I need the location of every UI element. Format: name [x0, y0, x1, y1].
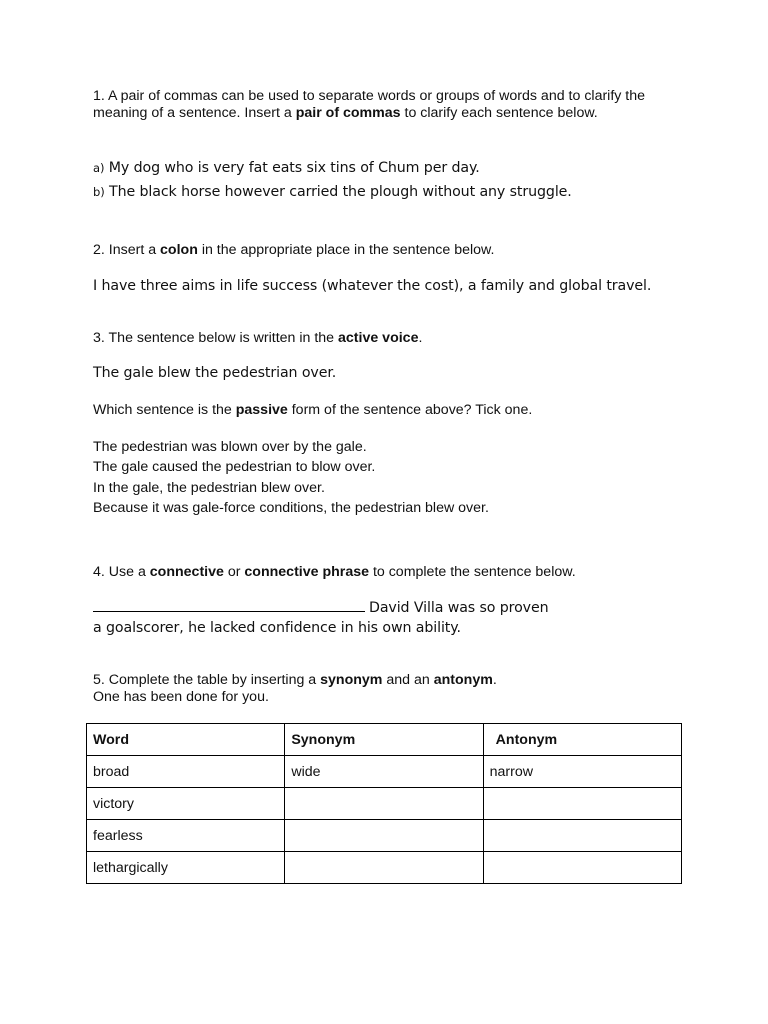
word-cell: lethargically: [87, 852, 285, 884]
q5-instructions: 5. Complete the table by inserting a synonym and an antonym. One has been done for you.: [93, 672, 497, 705]
q3-instructions: 3. The sentence below is written in the active voice.: [93, 330, 423, 346]
header-antonym: Antonym: [483, 724, 681, 756]
header-synonym: Synonym: [285, 724, 483, 756]
q4-sentence-line1: David Villa was so proven: [93, 598, 549, 618]
q1-sentence-a: a) My dog who is very fat eats six tins of Chum per day.: [93, 160, 480, 176]
q2-sentence: I have three aims in life success (whatever the cost), a family and global travel.: [93, 278, 652, 294]
word-cell: victory: [87, 788, 285, 820]
q3-option[interactable]: Because it was gale-force conditions, the pedestrian blew over.: [93, 499, 489, 516]
table-row: [87, 788, 682, 820]
antonym-cell[interactable]: narrow: [483, 756, 681, 788]
q3-question: Which sentence is the passive form of the sentence above? Tick one.: [93, 402, 533, 418]
synonym-antonym-table: [86, 723, 682, 884]
header-word: Word: [87, 724, 285, 756]
q1-sentence-b: b) The black horse however carried the plough without any struggle.: [93, 184, 572, 200]
q3-option[interactable]: The gale caused the pedestrian to blow over.: [93, 459, 376, 476]
answer-blank[interactable]: [93, 598, 365, 612]
q2-instructions: 2. Insert a colon in the appropriate place in the sentence below.: [93, 242, 495, 258]
table-row: [87, 820, 682, 852]
synonym-cell[interactable]: [285, 788, 483, 820]
q3-options: [93, 437, 489, 518]
word-cell: broad: [87, 756, 285, 788]
q4-instructions: 4. Use a connective or connective phrase to complete the sentence below.: [93, 564, 576, 580]
antonym-cell[interactable]: [483, 852, 681, 884]
antonym-cell[interactable]: [483, 788, 681, 820]
q4-sentence-line2: a goalscorer, he lacked confidence in his own ability.: [93, 620, 461, 636]
table-header-row: [87, 724, 682, 756]
synonym-cell[interactable]: [285, 852, 483, 884]
synonym-cell[interactable]: wide: [285, 756, 483, 788]
q1-instructions: 1. A pair of commas can be used to separate words or groups of words and to clarify the meaning of a sentence. Insert a pair of commas to clarify each sentence below.: [93, 88, 646, 121]
table-row: [87, 852, 682, 884]
word-cell: fearless: [87, 820, 285, 852]
q3-option[interactable]: In the gale, the pedestrian blew over.: [93, 479, 325, 496]
antonym-cell[interactable]: [483, 820, 681, 852]
q3-sentence: The gale blew the pedestrian over.: [93, 365, 337, 381]
table-row: [87, 756, 682, 788]
synonym-cell[interactable]: [285, 820, 483, 852]
q3-option[interactable]: The pedestrian was blown over by the gale.: [93, 439, 367, 455]
